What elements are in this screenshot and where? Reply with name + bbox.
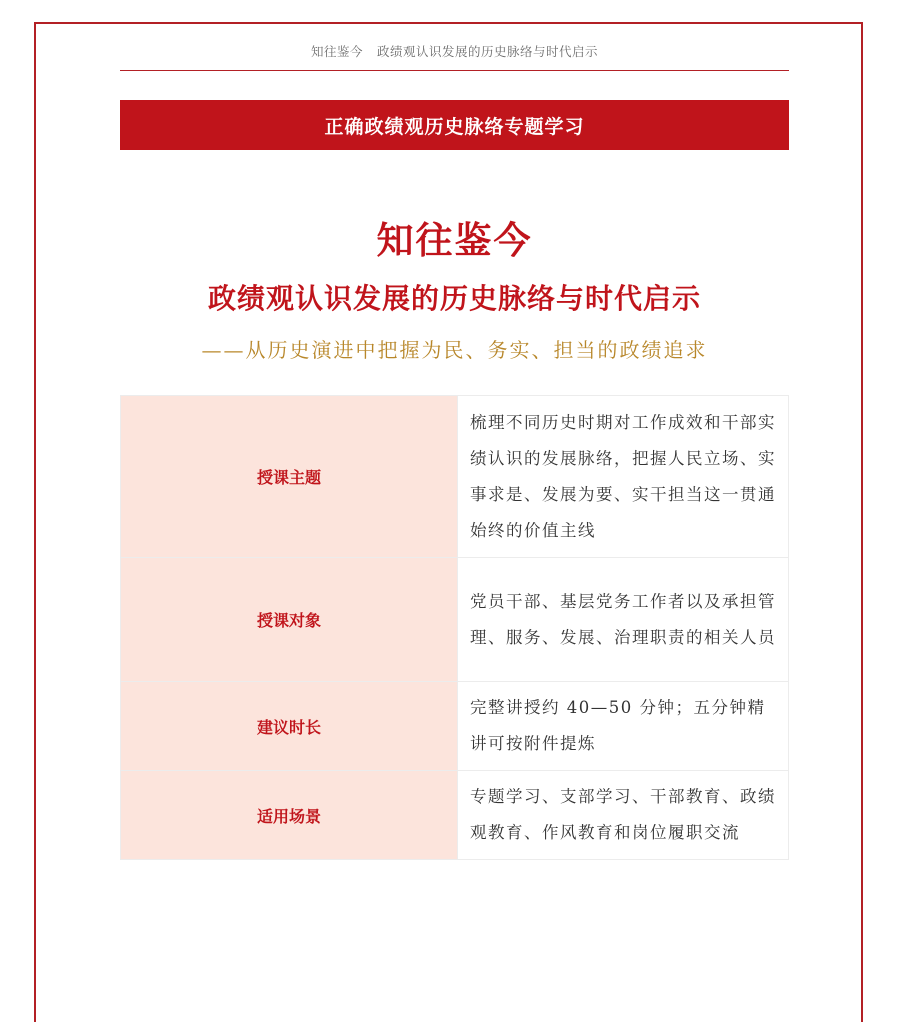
table-row	[121, 558, 789, 682]
course-info-table	[120, 395, 789, 860]
row-value: 完整讲授约 40—50 分钟；五分钟精讲可按附件提炼	[458, 682, 789, 771]
header-divider	[120, 70, 789, 71]
row-value: 党员干部、基层党务工作者以及承担管理、服务、发展、治理职责的相关人员	[458, 558, 789, 682]
running-header-short: 知往鉴今	[310, 44, 363, 59]
row-label: 授课对象	[121, 558, 458, 682]
page-subtitle: 政绩观认识发展的历史脉络与时代启示	[207, 282, 701, 315]
row-label: 授课主题	[121, 396, 458, 558]
page-tagline: ——从历史演进中把握为民、务实、担当的政绩追求	[201, 338, 708, 362]
section-banner	[120, 100, 789, 150]
table-row	[121, 682, 789, 771]
row-label: 建议时长	[121, 682, 458, 771]
page-title: 知往鉴今	[376, 219, 533, 262]
running-header	[120, 42, 789, 60]
table-row	[121, 396, 789, 558]
row-value: 专题学习、支部学习、干部教育、政绩观教育、作风教育和岗位履职交流	[458, 771, 789, 860]
row-label: 适用场景	[121, 771, 458, 860]
banner-text: 正确政绩观历史脉络专题学习	[324, 115, 585, 138]
row-value: 梳理不同历史时期对工作成效和干部实绩认识的发展脉络，把握人民立场、实事求是、发展为要、实干担当这一贯通始终的价值主线	[458, 396, 789, 558]
table-row	[121, 771, 789, 860]
running-header-full: 政绩观认识发展的历史脉络与时代启示	[377, 44, 599, 59]
